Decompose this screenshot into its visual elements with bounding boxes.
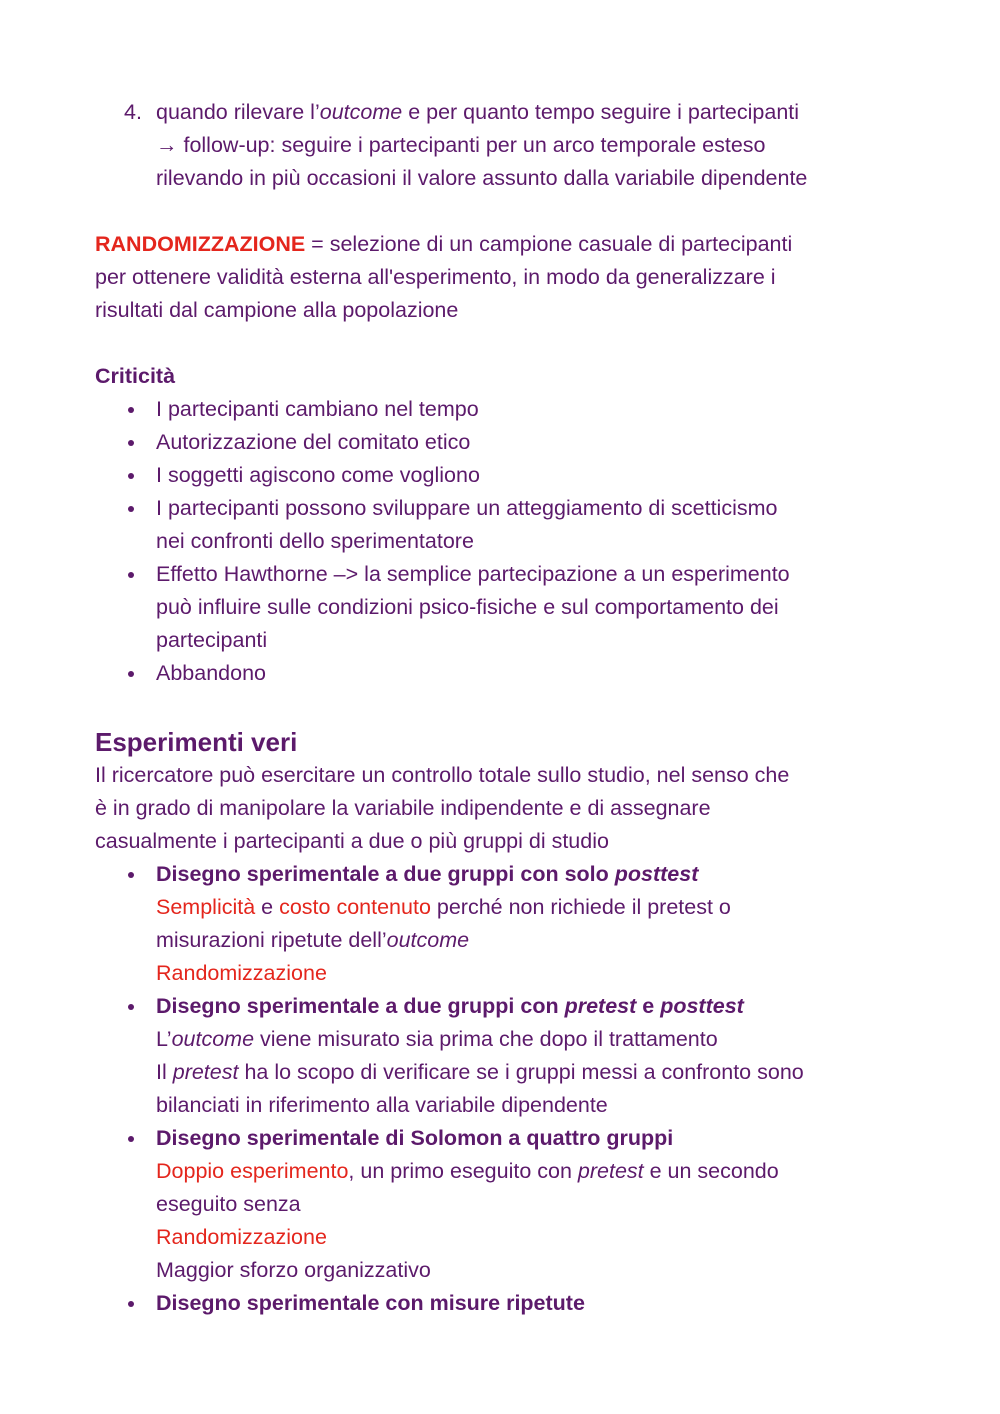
designs-list (95, 858, 915, 1320)
bullet-icon (128, 407, 134, 413)
bullet-icon (128, 473, 134, 479)
design-title: Disegno sperimentale a due gruppi con solo posttest (156, 862, 699, 886)
item-line-2: → follow-up: seguire i partecipanti per un arco temporale esteso (156, 133, 766, 157)
criticita-list (95, 393, 915, 690)
list-item: I partecipanti possono sviluppare un atteggiamento di scetticismo nei confronti dello sperimentatore (95, 492, 915, 558)
criticita-heading: Criticità (95, 364, 176, 388)
randomization-paragraph (95, 228, 915, 327)
esperimenti-heading: Esperimenti veri (95, 727, 298, 757)
randomization-def-3: risultati dal campione alla popolazione (95, 298, 459, 322)
document-page (95, 96, 915, 1320)
design-item-solomon: Disegno sperimentale di Solomon a quattro gruppi Doppio esperimento, un primo eseguito con pretest e un secondo eseguito senza Randomizzazione Maggior sforzo organizzativo (95, 1122, 915, 1287)
design-item-two-groups-posttest: Disegno sperimentale a due gruppi con solo posttest Semplicità e costo contenuto perché non richiede il pretest o misurazioni ripetute dell’outcome Randomizzazione (95, 858, 915, 990)
randomization-def-1: = selezione di un campione casuale di partecipanti (305, 232, 793, 256)
design-title: Disegno sperimentale a due gruppi con pretest e posttest (156, 994, 744, 1018)
list-item: Autorizzazione del comitato etico (95, 426, 915, 459)
design-item-repeated-measures (95, 1287, 915, 1320)
randomization-def-2: per ottenere validità esterna all'esperimento, in modo da generalizzare i (95, 265, 776, 289)
design-title: Disegno sperimentale con misure ripetute (156, 1291, 585, 1315)
item-line-3: rilevando in più occasioni il valore assunto dalla variabile dipendente (156, 166, 808, 190)
bullet-icon (128, 506, 134, 512)
item-line-1: quando rilevare l’outcome e per quanto tempo seguire i partecipanti (156, 100, 800, 124)
design-title: Disegno sperimentale di Solomon a quattro gruppi (156, 1126, 674, 1150)
list-item: Effetto Hawthorne –> la semplice partecipazione a un esperimento può influire sulle condizioni psico-fisiche e sul comportamento dei partecipanti (95, 558, 915, 657)
list-item: I soggetti agiscono come vogliono (95, 459, 915, 492)
bullet-icon (128, 671, 134, 677)
numbered-item-4 (95, 96, 915, 195)
bullet-icon (128, 572, 134, 578)
item-number: 4. (124, 100, 142, 124)
esperimenti-intro: Il ricercatore può esercitare un controllo totale sullo studio, nel senso che è in grado di manipolare la variabile indipendente e di assegnare casualmente i partecipanti a due o più gruppi di studio (95, 763, 790, 853)
bullet-icon (128, 1301, 134, 1307)
design-item-pretest-posttest: Disegno sperimentale a due gruppi con pretest e posttest L’outcome viene misurato sia prima che dopo il trattamento Il pretest ha lo scopo di verificare se i gruppi messi a confronto sono bilanciati in riferimento alla variabile dipendente (95, 990, 915, 1122)
bullet-icon (128, 1136, 134, 1142)
bullet-icon (128, 1004, 134, 1010)
list-item: Abbandono (95, 657, 915, 690)
bullet-icon (128, 440, 134, 446)
bullet-icon (128, 872, 134, 878)
randomization-term: RANDOMIZZAZIONE (95, 232, 306, 256)
list-item: I partecipanti cambiano nel tempo (95, 393, 915, 426)
